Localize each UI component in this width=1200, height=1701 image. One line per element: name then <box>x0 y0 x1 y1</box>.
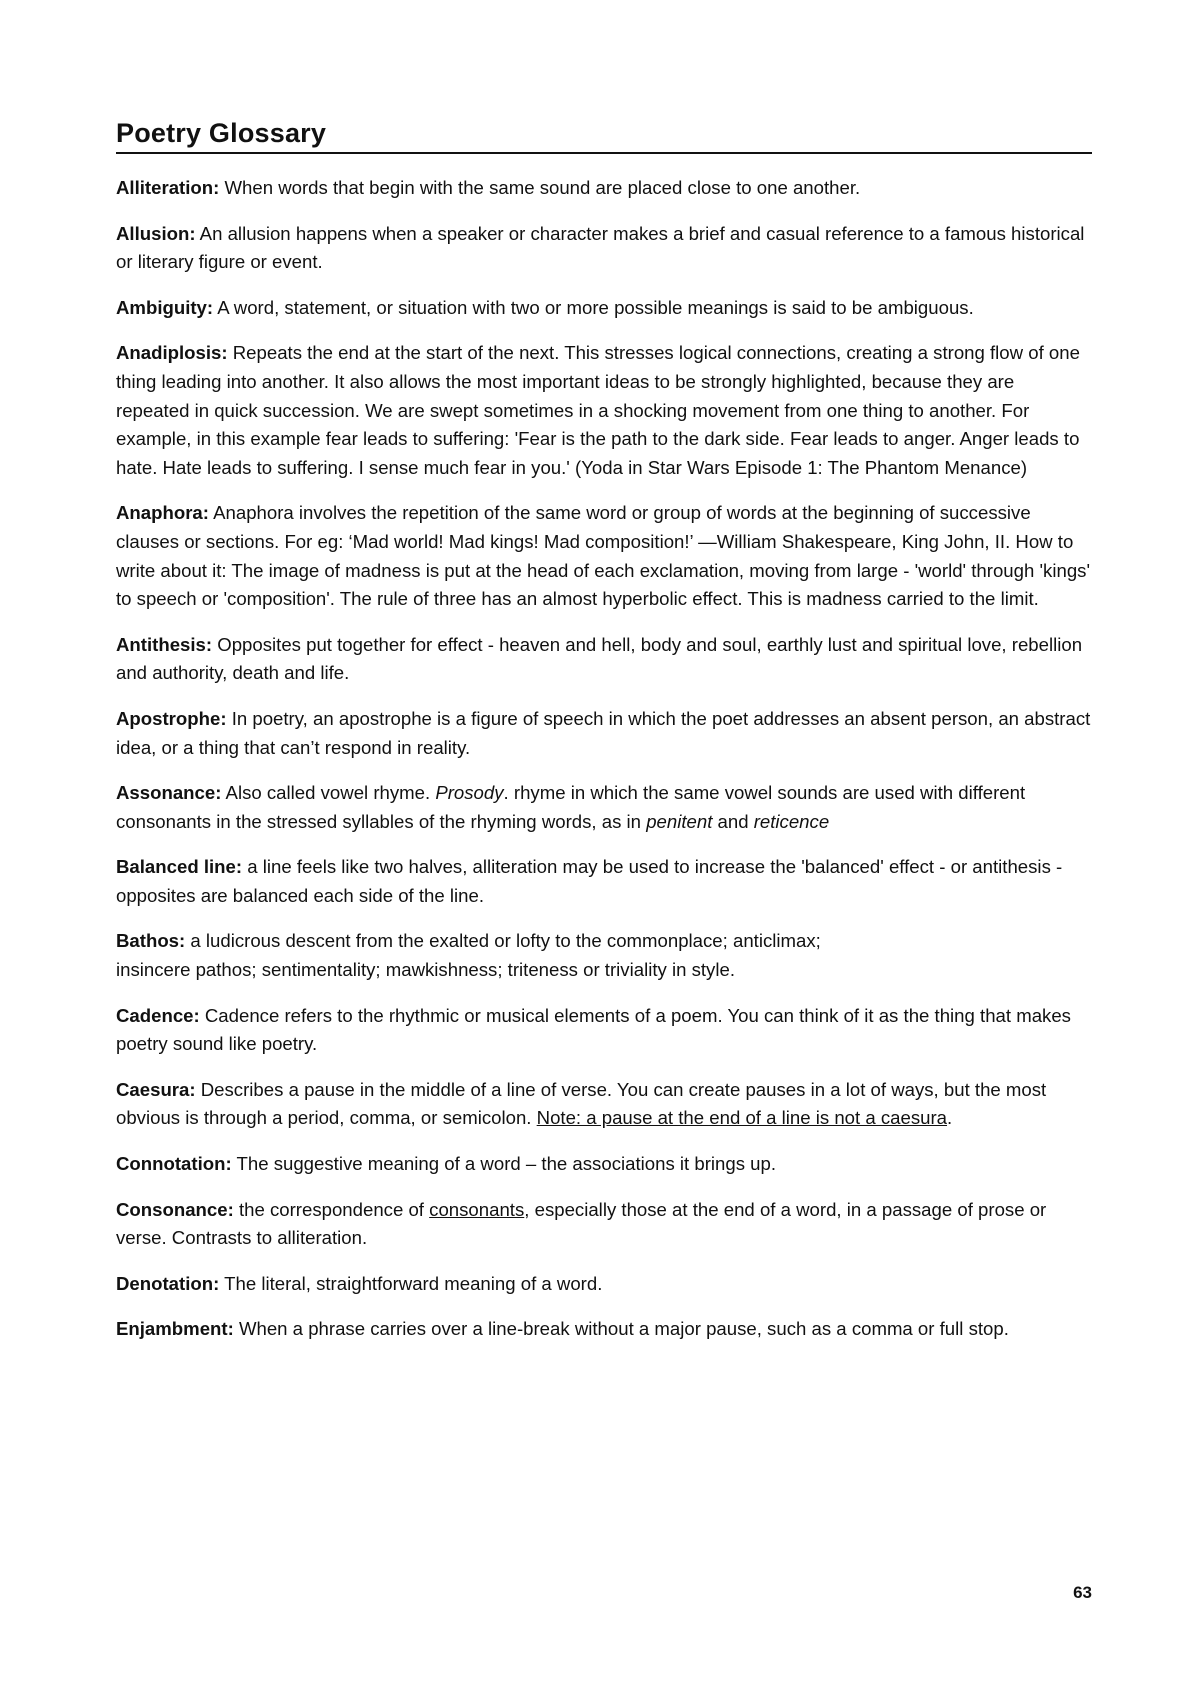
page-title: Poetry Glossary <box>116 118 1092 154</box>
term: Balanced line: <box>116 856 243 878</box>
definition-part: insincere pathos; sentimentality; mawkishness; triteness or triviality in style. <box>116 959 735 981</box>
definition-part: , especially those at the end of a word, in a passage of prose or verse. Contrasts to alliteration. <box>116 1198 1047 1249</box>
glossary-entry-connotation <box>116 1150 1092 1179</box>
definition-italic: Prosody <box>435 782 504 804</box>
glossary-entry-enjambment <box>116 1315 1092 1344</box>
definition: Opposites put together for effect - heaven and hell, body and soul, earthly lust and spiritual love, rebellion and authority, death and life. <box>116 633 1083 684</box>
term: Bathos: <box>116 930 186 952</box>
term: Assonance: <box>116 782 222 804</box>
definition: Describes a pause in the middle of a line of verse. You can create pauses in a lot of ways, but the most obvious is through a period, comma, or semicolon. <box>116 1078 1047 1129</box>
definition: The literal, straightforward meaning of a word. <box>219 1272 603 1294</box>
glossary-entry-balanced-line <box>116 853 1092 910</box>
definition: An allusion happens when a speaker or character makes a brief and casual reference to a famous historical or literary figure or event. <box>116 222 1085 273</box>
glossary-entry-bathos <box>116 927 1092 984</box>
definition: When a phrase carries over a line-break without a major pause, such as a comma or full stop. <box>233 1318 1009 1340</box>
glossary-entry-denotation <box>116 1270 1092 1299</box>
term: Connotation: <box>116 1153 232 1175</box>
definition: Anaphora involves the repetition of the same word or group of words at the beginning of successive clauses or sections. For eg: ‘Mad world! Mad kings! Mad composition!’ —William Shakespeare, King John, II. How to write about it: The image of madness is put at the head of each exclamation, moving from large - 'world' through 'kings' to speech or 'composition'. The rule of three has an almost hyperbolic effect. This is madness carried to the limit. <box>116 502 1091 610</box>
glossary-entry-anaphora <box>116 499 1092 613</box>
term: Anadiplosis: <box>116 342 228 364</box>
glossary-page <box>116 118 1092 1361</box>
page-number: 63 <box>1073 1583 1092 1602</box>
definition: The suggestive meaning of a word – the associations it brings up. <box>231 1153 777 1175</box>
glossary-entry-alliteration <box>116 174 1092 203</box>
definition: Repeats the end at the start of the next. This stresses logical connections, creating a strong flow of one thing leading into another. It also allows the most important ideas to be strongly highlighted, because they are repeated in quick succession. We are swept sometimes in a shocking movement from one thing to another. For example, in this example fear leads to suffering: 'Fear is the path to the dark side. Fear leads to anger. Anger leads to hate. Hate leads to suffering. I sense much fear in you.' (Yoda in Star Wars Episode 1: The Phantom Menance) <box>116 342 1080 478</box>
term: Denotation: <box>116 1272 220 1294</box>
definition-underlined: consonants <box>429 1198 525 1220</box>
definition: When words that begin with the same sound are placed close to one another. <box>219 177 861 198</box>
term: Cadence: <box>116 1004 200 1026</box>
term: Apostrophe: <box>116 707 227 729</box>
glossary-entry-assonance <box>116 779 1092 836</box>
term: Enjambment: <box>116 1318 234 1340</box>
term: Alliteration: <box>116 177 220 198</box>
term: Allusion: <box>116 222 196 244</box>
definition-part: . rhyme in which the same vowel sounds are used with different consonants in the stressed syllables of the rhyming words, as in <box>116 782 1026 832</box>
definition: Cadence refers to the rhythmic or musical elements of a poem. You can think of it as the thing that makes poetry sound like poetry. <box>116 1004 1071 1055</box>
term: Consonance: <box>116 1198 234 1220</box>
definition-part: Also called vowel rhyme. <box>221 782 436 804</box>
glossary-entry-anadiplosis <box>116 339 1092 482</box>
glossary-entry-caesura <box>116 1076 1092 1133</box>
definition: A word, statement, or situation with two or more possible meanings is said to be ambiguous. <box>213 296 974 318</box>
term: Antithesis: <box>116 633 213 655</box>
definition-part: the correspondence of <box>233 1198 430 1220</box>
definition-part: a ludicrous descent from the exalted or lofty to the commonplace; anticlimax; <box>185 930 821 952</box>
definition: a line feels like two halves, alliteration may be used to increase the 'balanced' effect - or antithesis - opposites are balanced each side of the line. <box>116 856 1063 906</box>
glossary-entry-consonance <box>116 1196 1092 1253</box>
glossary-list <box>116 174 1092 1344</box>
definition-part: and <box>712 810 754 832</box>
term: Caesura: <box>116 1078 196 1100</box>
definition-italic: reticence <box>753 810 830 832</box>
definition-italic: penitent <box>646 810 713 832</box>
glossary-entry-allusion <box>116 220 1092 277</box>
definition: In poetry, an apostrophe is a figure of speech in which the poet addresses an absent person, an abstract idea, or a thing that can’t respond in reality. <box>116 707 1091 758</box>
glossary-entry-apostrophe <box>116 705 1092 762</box>
definition-underlined: Note: a pause at the end of a line is not a caesura <box>536 1107 948 1129</box>
glossary-entry-ambiguity <box>116 294 1092 323</box>
glossary-entry-antithesis <box>116 631 1092 688</box>
term: Ambiguity: <box>116 296 214 318</box>
glossary-entry-cadence <box>116 1002 1092 1059</box>
definition-part: . <box>947 1107 953 1129</box>
term: Anaphora: <box>116 502 209 524</box>
